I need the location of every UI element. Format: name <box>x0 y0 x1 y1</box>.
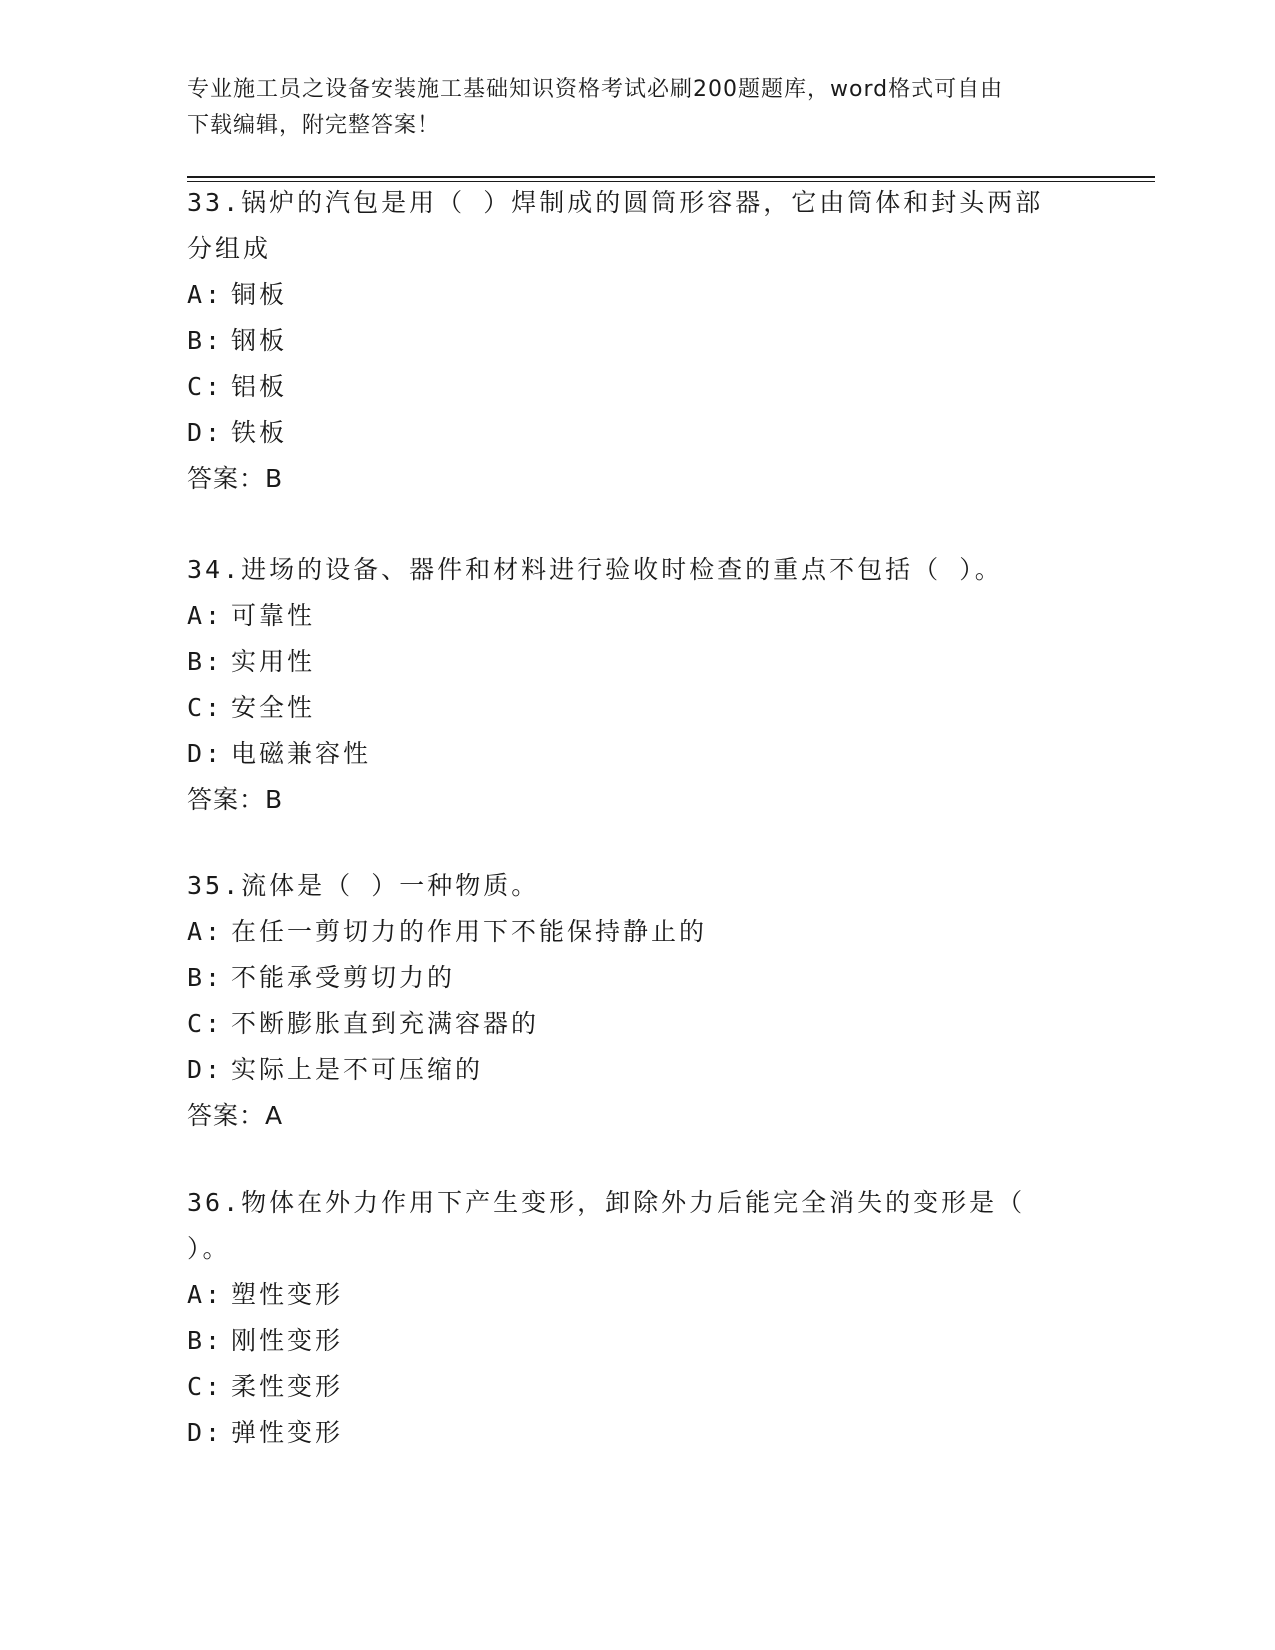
question-stem <box>187 1180 1067 1272</box>
option-text: 不断膨胀直到充满容器的 <box>231 1009 540 1038</box>
option-key: B: <box>187 963 224 992</box>
option-key: C: <box>187 1372 224 1401</box>
option-a <box>187 1272 1067 1318</box>
question-stem <box>187 180 1067 272</box>
option-text: 不能承受剪切力的 <box>231 963 456 992</box>
option-c <box>187 685 1067 731</box>
answer-line: 答案：B <box>187 464 284 493</box>
question-stem-line-1: 33.锅炉的汽包是用（ ）焊制成的圆筒形容器，它由筒体和封头两部 <box>187 188 1044 217</box>
option-a <box>187 272 1067 318</box>
document-header <box>187 72 1087 144</box>
option-b <box>187 955 1067 1001</box>
option-key: B: <box>187 326 224 355</box>
option-text: 柔性变形 <box>231 1372 344 1401</box>
option-b <box>187 318 1067 364</box>
option-key: C: <box>187 1009 224 1038</box>
option-text: 铁板 <box>231 418 288 447</box>
option-a <box>187 909 1067 955</box>
option-key: D: <box>187 1418 224 1447</box>
option-text: 安全性 <box>231 693 316 722</box>
option-key: B: <box>187 647 224 676</box>
option-key: D: <box>187 1055 224 1084</box>
answer-line: 答案：A <box>187 1101 284 1130</box>
question-stem-line-2: ）。 <box>187 1234 231 1263</box>
option-key: C: <box>187 693 224 722</box>
option-key: A: <box>187 601 224 630</box>
question-stem <box>187 547 1067 593</box>
header-divider-thick <box>187 176 1155 178</box>
option-c <box>187 1364 1067 1410</box>
option-text: 刚性变形 <box>231 1326 344 1355</box>
option-key: D: <box>187 739 224 768</box>
header-line-2: 下载编辑，附完整答案！ <box>187 113 441 138</box>
option-text: 在任一剪切力的作用下不能保持静止的 <box>231 917 708 946</box>
option-text: 电磁兼容性 <box>231 739 372 768</box>
answer-line: 答案：B <box>187 785 284 814</box>
question-stem-line-1: 34.进场的设备、器件和材料进行验收时检查的重点不包括（ ）。 <box>187 555 1003 584</box>
question-33 <box>187 180 1067 502</box>
option-key: A: <box>187 1280 224 1309</box>
option-text: 可靠性 <box>231 601 316 630</box>
option-key: A: <box>187 280 224 309</box>
question-stem-line-1: 35.流体是（ ）一种物质。 <box>187 871 540 900</box>
header-line-1: 专业施工员之设备安装施工基础知识资格考试必刷200题题库，word格式可自由 <box>187 77 1004 102</box>
question-stem-line-1: 36.物体在外力作用下产生变形，卸除外力后能完全消失的变形是（ <box>187 1188 1026 1217</box>
option-a <box>187 593 1067 639</box>
option-key: D: <box>187 418 224 447</box>
option-b <box>187 639 1067 685</box>
option-text: 弹性变形 <box>231 1418 344 1447</box>
question-34 <box>187 547 1067 823</box>
option-d <box>187 1410 1067 1456</box>
option-d <box>187 731 1067 777</box>
option-key: A: <box>187 917 224 946</box>
option-key: C: <box>187 372 224 401</box>
option-text: 铝板 <box>231 372 288 401</box>
option-d <box>187 410 1067 456</box>
question-stem-line-2: 分组成 <box>187 234 272 263</box>
question-stem <box>187 863 1067 909</box>
option-text: 实际上是不可压缩的 <box>231 1055 484 1084</box>
option-text: 钢板 <box>231 326 288 355</box>
option-c <box>187 1001 1067 1047</box>
option-c <box>187 364 1067 410</box>
question-35 <box>187 863 1067 1139</box>
option-text: 塑性变形 <box>231 1280 344 1309</box>
option-text: 铜板 <box>231 280 288 309</box>
option-d <box>187 1047 1067 1093</box>
option-key: B: <box>187 1326 224 1355</box>
question-36 <box>187 1180 1067 1456</box>
option-text: 实用性 <box>231 647 316 676</box>
option-b <box>187 1318 1067 1364</box>
